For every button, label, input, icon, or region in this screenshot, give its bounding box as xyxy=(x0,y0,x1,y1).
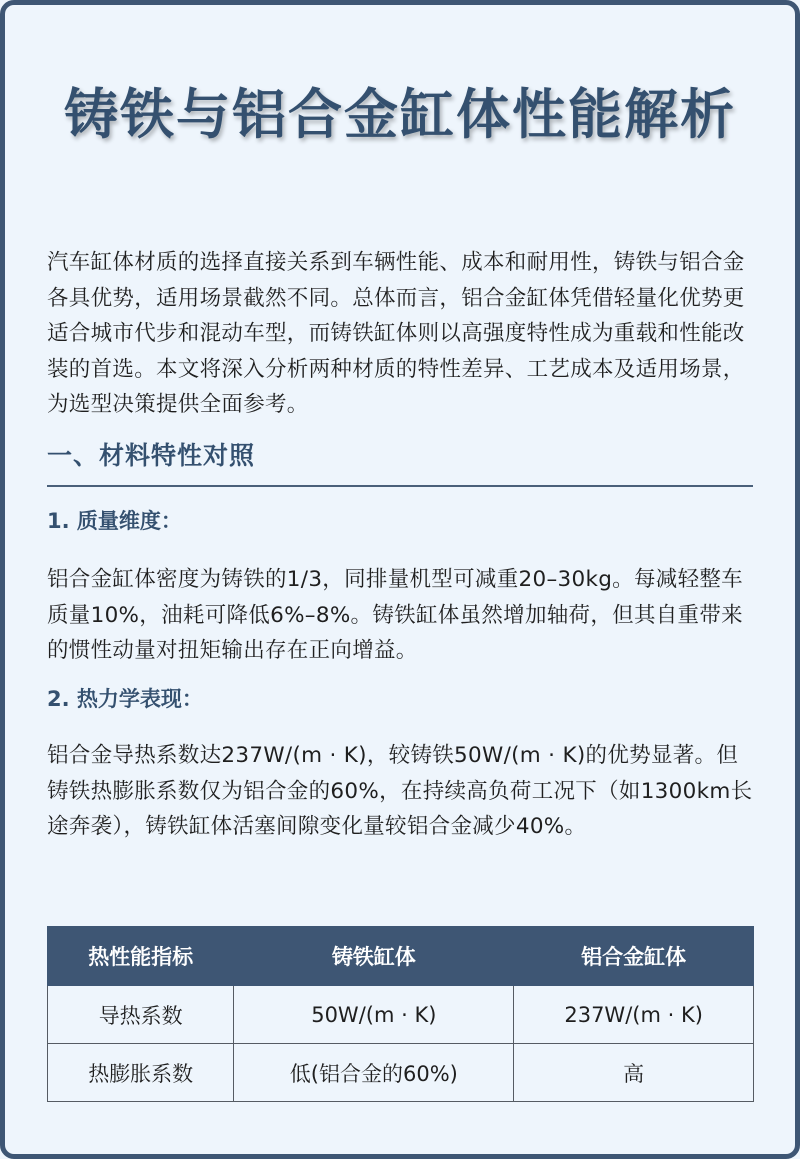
table-header-cell: 铝合金缸体 xyxy=(514,927,754,986)
table-header-cell: 热性能指标 xyxy=(48,927,234,986)
subheading-mass: 1. 质量维度： xyxy=(47,509,182,533)
table-row xyxy=(48,986,754,1044)
table-cell: 热膨胀系数 xyxy=(48,1044,234,1102)
table-cell: 50W/(m · K) xyxy=(234,986,514,1044)
thermal-paragraph: 铝合金导热系数达237W/(m · K)，较铸铁50W/(m · K)的优势显著。但铸铁热膨胀系数仅为铝合金的60%，在持续高负荷工况下（如1300km长途奔袭），铸铁缸体活塞间隙变化量较铝合金减少40%。 xyxy=(47,743,753,839)
section-divider xyxy=(47,485,753,487)
table-header-cell: 铸铁缸体 xyxy=(234,927,514,986)
table-cell: 导热系数 xyxy=(48,986,234,1044)
table-row xyxy=(48,1044,754,1102)
table-cell: 高 xyxy=(514,1044,754,1102)
page-title: 铸铁与铝合金缸体性能解析 xyxy=(64,83,736,146)
section-heading-material-comparison: 一、材料特性对照 xyxy=(47,441,256,470)
mass-paragraph: 铝合金缸体密度为铸铁的1/3，同排量机型可减重20–30kg。每减轻整车质量10%，油耗可降低6%–8%。铸铁缸体虽然增加轴荷，但其自重带来的惯性动量对扭矩输出存在正向增益。 xyxy=(47,567,743,663)
subheading-thermal: 2. 热力学表现： xyxy=(47,687,203,711)
intro-paragraph: 汽车缸体材质的选择直接关系到车辆性能、成本和耐用性，铸铁与铝合金各具优势，适用场景截然不同。总体而言，铝合金缸体凭借轻量化优势更适合城市代步和混动车型，而铸铁缸体则以高强度特性成为重载和性能改装的首选。本文将深入分析两种材质的特性差异、工艺成本及适用场景，为选型决策提供全面参考。 xyxy=(47,250,745,417)
table-header-row xyxy=(48,927,754,986)
table-cell: 237W/(m · K) xyxy=(514,986,754,1044)
table-cell: 低(铝合金的60%) xyxy=(234,1044,514,1102)
thermal-comparison-table xyxy=(47,926,754,1102)
